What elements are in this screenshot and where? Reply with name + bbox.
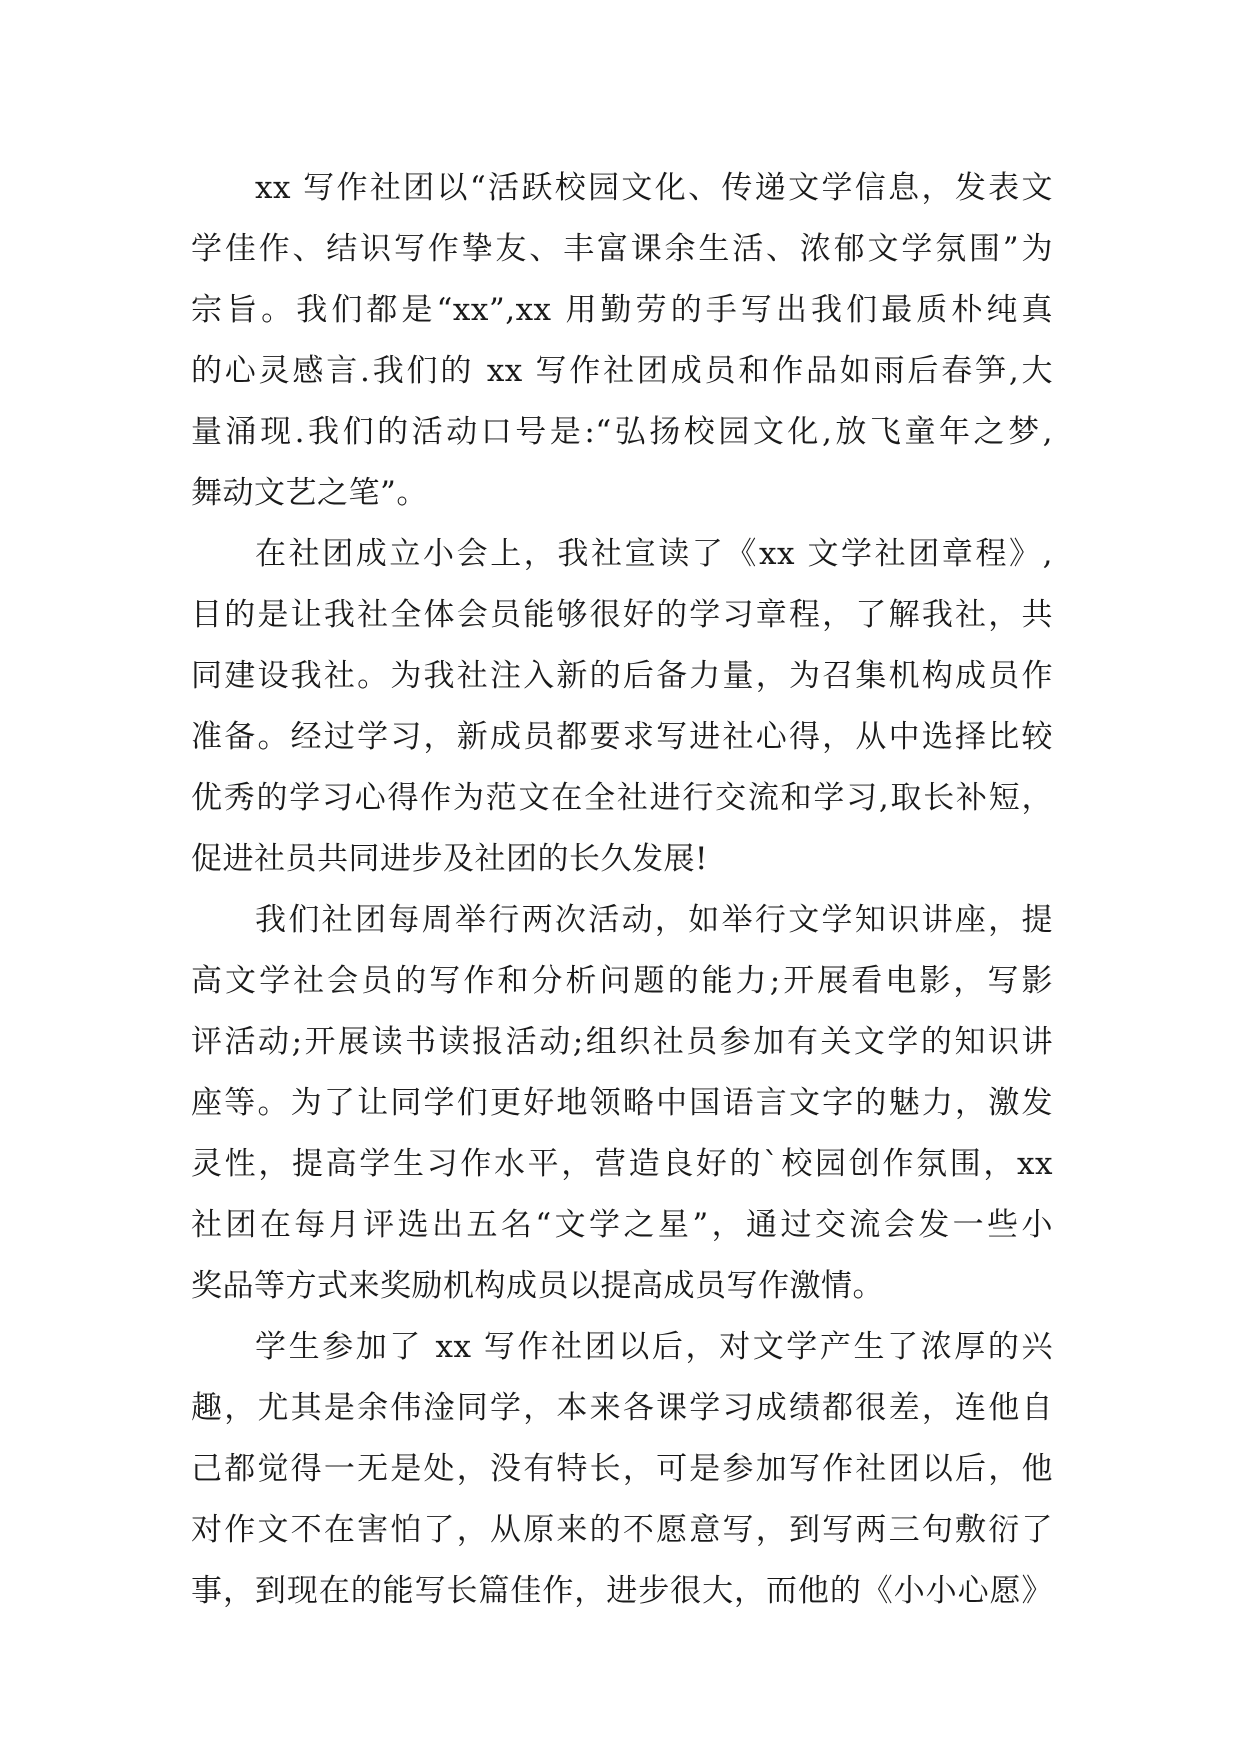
text-line: 舞动文艺之笔”。 [191,475,428,511]
text-line: 宗旨。我们都是“xx”,xx 用勤劳的手写出我们最质朴纯真 [191,292,1053,328]
text-line: 准备。经过学习，新成员都要求写进社心得，从中选择比较 [191,719,1053,755]
text-line: 座等。为了让同学们更好地领略中国语言文字的魅力，激发 [191,1085,1053,1121]
text-line: 在社团成立小会上，我社宣读了《xx 文学社团章程》, [255,536,1053,572]
text-line: 评活动;开展读书读报活动;组织社员参加有关文学的知识讲 [191,1024,1053,1060]
text-line: 学佳作、结识写作挚友、丰富课余生活、浓郁文学氛围”为 [191,231,1053,267]
text-line: 优秀的学习心得作为范文在全社进行交流和学习,取长补短， [191,780,1053,816]
text-line: 同建设我社。为我社注入新的后备力量，为召集机构成员作 [191,658,1053,694]
text-line: 趣，尤其是余伟淦同学，本来各课学习成绩都很差，连他自 [191,1390,1053,1426]
text-line: 促进社员共同进步及社团的长久发展! [191,841,708,877]
paragraph-4 [191,1317,1053,1622]
text-line: 量涌现.我们的活动口号是:“弘扬校园文化,放飞童年之梦, [191,414,1053,450]
paragraph-1 [191,158,1053,524]
paragraph-3 [191,890,1053,1317]
text-line: 的心灵感言.我们的 xx 写作社团成员和作品如雨后春笋,大 [191,353,1053,389]
text-line: 奖品等方式来奖励机构成员以提高成员写作激情。 [191,1268,884,1304]
text-line: 目的是让我社全体会员能够很好的学习章程，了解我社，共 [191,597,1053,633]
text-line: 高文学社会员的写作和分析问题的能力;开展看电影，写影 [191,963,1053,999]
text-line: 己都觉得一无是处，没有特长，可是参加写作社团以后，他 [191,1451,1053,1487]
text-line: 学生参加了 xx 写作社团以后，对文学产生了浓厚的兴 [255,1329,1053,1365]
document-body [191,158,1053,1622]
text-line: 对作文不在害怕了，从原来的不愿意写，到写两三句敷衍了 [191,1512,1053,1548]
text-line: 事，到现在的能写长篇佳作，进步很大，而他的《小小心愿》 [191,1573,1053,1609]
text-line: 社团在每月评选出五名“文学之星”，通过交流会发一些小 [191,1207,1053,1243]
text-line: 我们社团每周举行两次活动，如举行文学知识讲座，提 [255,902,1053,938]
paragraph-2 [191,524,1053,890]
text-line: xx 写作社团以“活跃校园文化、传递文学信息，发表文 [255,170,1053,206]
text-line: 灵性，提高学生习作水平，营造良好的`校园创作氛围，xx [191,1146,1053,1182]
